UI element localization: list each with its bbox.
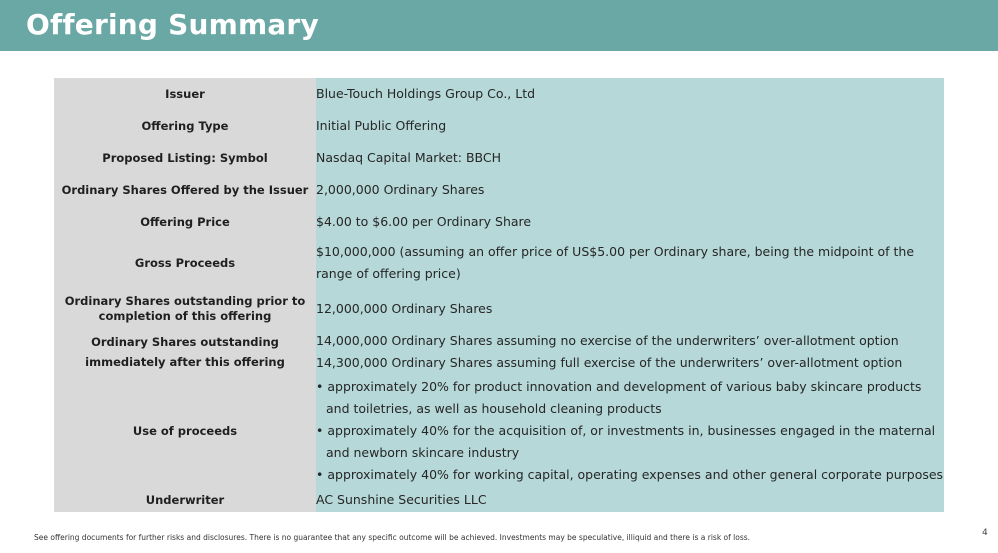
row-value: Blue-Touch Holdings Group Co., Ltd [316,78,944,110]
table-row [54,288,944,330]
row-value: 12,000,000 Ordinary Shares [316,288,944,330]
header-bar [0,0,998,51]
table-row [54,488,944,512]
row-label: Issuer [54,78,316,110]
row-value: $4.00 to $6.00 per Ordinary Share [316,206,944,238]
page-title: Offering Summary [26,8,319,41]
value-line: 14,000,000 Ordinary Shares assuming no exercise of the underwriters’ over-allotment option [316,333,899,348]
row-label: Offering Price [54,206,316,238]
row-value: $10,000,000 (assuming an offer price of US$5.00 per Ordinary share, being the midpoint of the range of offering price) [316,238,944,288]
table-row [54,142,944,174]
row-label: Use of proceeds [54,374,316,488]
row-label: Ordinary Shares Offered by the Issuer [54,174,316,206]
page-number: 4 [982,528,988,538]
row-value [316,374,944,488]
row-label: Underwriter [54,488,316,512]
table-row [54,374,944,488]
row-value [316,330,944,374]
bullet-item: • approximately 20% for product innovation and development of various baby skincare products [316,379,922,394]
bullet-continuation: and newborn skincare industry [326,445,520,460]
row-label: Ordinary Shares outstanding immediately after this offering [54,330,316,374]
value-line: 14,300,000 Ordinary Shares assuming full exercise of the underwriters’ over-allotment option [316,355,903,370]
table-row [54,206,944,238]
row-value: 2,000,000 Ordinary Shares [316,174,944,206]
offering-summary-table [54,78,944,512]
row-label: Ordinary Shares outstanding prior to completion of this offering [54,288,316,330]
row-value: AC Sunshine Securities LLC [316,488,944,512]
table-row [54,238,944,288]
row-label: Gross Proceeds [54,238,316,288]
table-row [54,110,944,142]
table-row [54,330,944,374]
bullet-item: • approximately 40% for working capital, operating expenses and other general corporate purposes [316,467,944,482]
row-value: Nasdaq Capital Market: BBCH [316,142,944,174]
disclaimer-footnote: See offering documents for further risks and disclosures. There is no guarantee that any specific outcome will be achieved. Investments may be speculative, illiquid and there is a risk of loss. [34,533,751,542]
bullet-item: • approximately 40% for the acquisition of, or investments in, businesses engaged in the maternal [316,423,936,438]
bullet-continuation: and toiletries, as well as household cleaning products [326,401,662,416]
row-label: Offering Type [54,110,316,142]
row-label: Proposed Listing: Symbol [54,142,316,174]
table-row [54,174,944,206]
row-value: Initial Public Offering [316,110,944,142]
table-row [54,78,944,110]
